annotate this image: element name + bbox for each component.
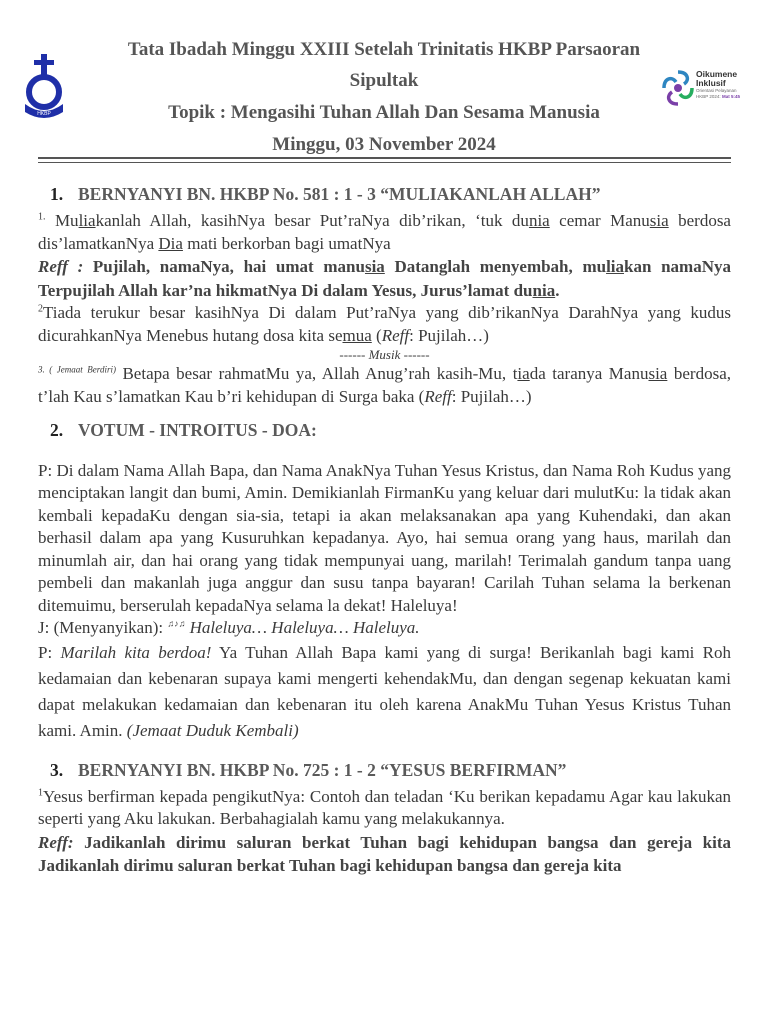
refrain-text: kan namaNya Terpujilah Allah kar’na hikmatNya Di dalam Yesus, Jurus’lamat du bbox=[38, 257, 731, 300]
refrain-text: . bbox=[555, 280, 560, 300]
document-title-line1: Tata Ibadah Minggu XXIII Setelah Trinitatis HKBP Parsaoran bbox=[127, 39, 641, 60]
section-1-heading bbox=[50, 182, 731, 206]
verse-text-underlined: mua bbox=[342, 325, 372, 345]
prayer-text: Ya Tuhan Allah Bapa kami yang di surga! Berikanlah bagi kami Roh kedamaian dan kebenaran supaya kami mengerti kehendakMu, dan dengan segenap kekuatan kami dapat melakukan kedamaian dan kebenaran itu oleh karena AnakMu Tuhan Yesus Kristus Tuhan kami. Amin. bbox=[38, 642, 731, 740]
verse-text: Mu bbox=[45, 211, 79, 230]
verse-text: Betapa besar rahmatMu ya, Allah Anug’rah kasih-Mu, t bbox=[115, 364, 518, 383]
haleluya-text: Haleluya… Haleluya… Haleluya. bbox=[185, 618, 420, 637]
hymn-581-refrain bbox=[38, 255, 731, 302]
refrain-text: Datanglah menyembah, mu bbox=[384, 257, 607, 276]
oikumene-logo-year: HKBP 2024: bbox=[696, 93, 721, 99]
verse-number-jemaat-berdiri: 3. ( Jemaat Berdiri) bbox=[38, 364, 116, 375]
refrain-text: Jadikanlah dirimu saluran berkat Tuhan bagi kehidupan bangsa dan gereja kita Jadikanlah dirimu saluran berkat Tuhan bagi kehidupan bangsa dan gereja kita bbox=[38, 832, 731, 875]
oikumene-logo-line1: Oikumene bbox=[696, 69, 738, 79]
document-topic: Topik : Mengasihi Tuhan Allah Dan Sesama Manusia bbox=[168, 102, 600, 123]
prayer-invitation: Marilah kita berdoa! bbox=[60, 642, 212, 662]
document-header bbox=[0, 0, 768, 165]
verse-text: ( bbox=[371, 325, 382, 345]
verse-number: 2 bbox=[38, 303, 43, 315]
oikumene-logo-ref: Mat 5:45 bbox=[721, 93, 740, 99]
refrain-text-underlined: nia bbox=[532, 280, 556, 300]
oikumene-logo-line2: Inklusif bbox=[696, 78, 726, 88]
header-divider-thin bbox=[38, 162, 731, 163]
musik-interlude bbox=[38, 347, 731, 363]
oikumene-inklusif-logo bbox=[660, 66, 760, 112]
verse-text: berdosa, t’lah Kau s’lamatkan Kau b’ri kehidupan di Surga baka ( bbox=[38, 364, 731, 406]
section-1-number: 1. bbox=[50, 184, 64, 204]
hymn-725-refrain bbox=[38, 831, 731, 878]
verse-text-underlined: Dia bbox=[158, 233, 183, 253]
oikumene-logo-text bbox=[696, 70, 740, 99]
verse-text: da taranya Manu bbox=[529, 364, 649, 383]
jemaat-label: J: (Menyanyikan): bbox=[38, 618, 168, 637]
section-3-title: BERNYANYI BN. HKBP No. 725 : 1 - 2 “YESUS BERFIRMAN” bbox=[78, 759, 567, 780]
oikumene-symbol-icon bbox=[660, 66, 696, 110]
prayer-paragraph bbox=[38, 640, 731, 744]
verse-number: 1. bbox=[38, 211, 46, 223]
verse-text-underlined: sia bbox=[648, 364, 668, 383]
refrain-label: Reff: bbox=[38, 832, 74, 852]
section-2-heading bbox=[50, 418, 731, 442]
liturgy-content bbox=[38, 180, 731, 878]
refrain-reference: Reff bbox=[424, 386, 452, 406]
section-2-title: VOTUM - INTROITUS - DOA: bbox=[78, 420, 317, 440]
refrain-text: Pujilah, namaNya, hai umat manu bbox=[83, 257, 365, 276]
section-1-title: BERNYANYI BN. HKBP No. 581 : 1 - 3 “MULIAKANLAH ALLAH” bbox=[78, 184, 601, 204]
verse-text-underlined: nia bbox=[528, 211, 550, 230]
verse-text-underlined: sia bbox=[649, 211, 669, 230]
verse-text: : Pujilah…) bbox=[409, 325, 489, 345]
refrain-reference: Reff bbox=[381, 325, 410, 345]
verse-text: cemar Manu bbox=[549, 211, 650, 230]
document-title-line2: Sipultak bbox=[349, 70, 419, 91]
header-divider-thick bbox=[38, 157, 731, 159]
oikumene-logo-line3: Orientasi Pelayanan bbox=[696, 88, 737, 93]
verse-text: Tiada terukur besar kasihNya Di dalam Put’raNya yang dib’rikanNya DarahNya yang kudus dicurahkanNya Menebus hutang dosa kita se bbox=[38, 303, 731, 345]
jemaat-duduk-note: (Jemaat Duduk Kembali) bbox=[126, 720, 299, 740]
verse-text: kanlah Allah, kasihNya besar Put’raNya dib’rikan, ‘tuk du bbox=[95, 211, 529, 230]
pastor-label: P: bbox=[38, 642, 61, 662]
music-notes-icon: ♫♪♫ bbox=[167, 618, 186, 629]
verse-text-underlined: ia bbox=[517, 364, 530, 383]
verse-text-underlined: lia bbox=[78, 211, 96, 230]
hymn-581-verse-1 bbox=[38, 210, 731, 255]
section-3-number: 3. bbox=[50, 759, 64, 780]
oikumene-logo-line4 bbox=[696, 94, 740, 100]
verse-text: : Pujilah…) bbox=[451, 386, 532, 406]
section-2-number: 2. bbox=[50, 420, 64, 440]
hymn-581-verse-3 bbox=[38, 363, 731, 408]
verse-text: Yesus berfirman kepada pengikutNya: Contoh dan teladan ‘Ku berikan kepadamu Agar kau lakukan seperti yang Aku lakukan. Berbahagialah kamu yang melakukannya. bbox=[38, 786, 731, 828]
refrain-label: Reff : bbox=[38, 257, 84, 276]
section-3-heading bbox=[50, 758, 731, 782]
votum-paragraph: P: Di dalam Nama Allah Bapa, dan Nama AnakNya Tuhan Yesus Kristus, dan Nama Roh Kudus yang menciptakan langit dan bumi, Amin. Demikianlah FirmanKu yang keluar dari mulutKu: la tidak akan kembali kepadaKu dengan sia-sia, tetapi ia akan melaksanakan apa yang Kuhendaki, dan akan berhasil dalam apa yang Kusuruhkan kepadanya. Ayo, hai semua orang yang haus, marilah dan minumlah air, dan hai orang yang tidak mempunyai uang, marilah! Terimalah gandum tanpa uang pembeli dan makanlah juga anggur dan susu tanpa bayaran! Carilah Tuhan selama la berkenan ditemuimu, berserulah kepadaNya selama la dekat! Haleluya! bbox=[38, 460, 731, 615]
document-date: Minggu, 03 November 2024 bbox=[272, 134, 496, 155]
refrain-text-underlined: sia bbox=[364, 257, 385, 276]
hymn-581-verse-2 bbox=[38, 302, 731, 347]
jemaat-response bbox=[38, 617, 731, 640]
verse-text: berdosa dis’lamatkanNya bbox=[38, 211, 731, 253]
refrain-text-underlined: lia bbox=[606, 257, 625, 276]
verse-number: 1 bbox=[38, 786, 43, 798]
verse-text: mati berkorban bagi umatNya bbox=[182, 233, 391, 253]
musik-label: ------ Musik ------ bbox=[339, 347, 430, 362]
hymn-725-verse-1 bbox=[38, 786, 731, 831]
hkbp-logo-text: HKBP bbox=[37, 111, 51, 117]
